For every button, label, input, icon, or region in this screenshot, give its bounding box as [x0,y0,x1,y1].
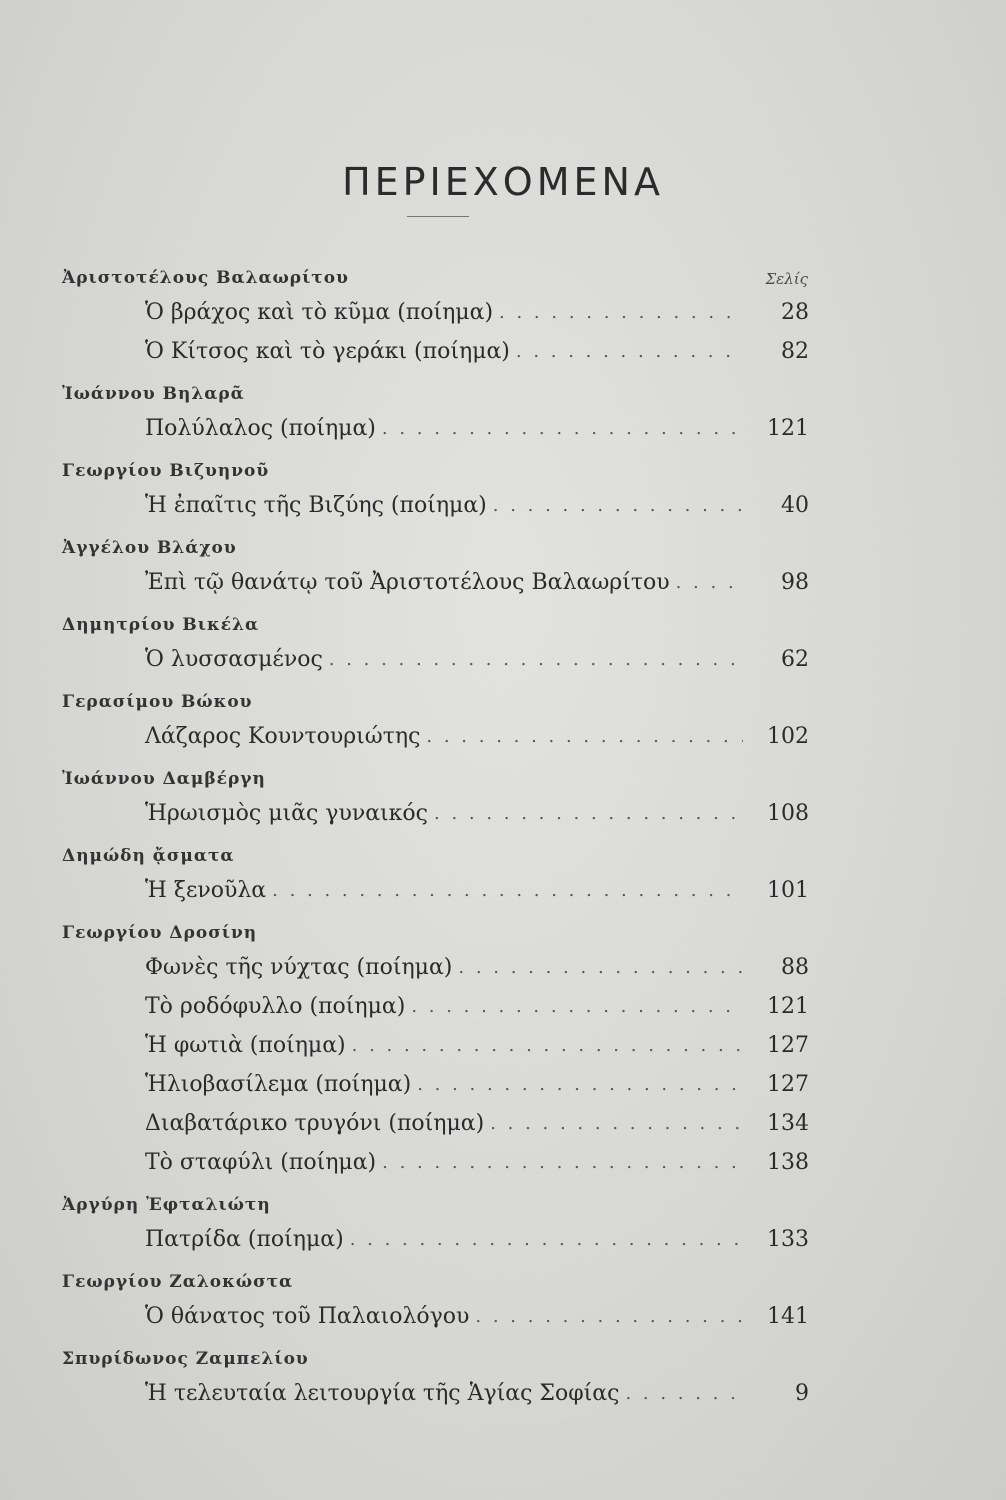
toc-entry-title: Διαβατάρικο τρυγόνι (ποίημα) [145,1111,485,1136]
toc-author: Ἀργύρη Ἐφταλιώτη [62,1195,271,1215]
toc-author: Γεωργίου Ζαλοκώστα [62,1272,294,1292]
toc-entry-title: Ὁ Κίτσος καὶ τὸ γεράκι (ποίημα) [145,339,510,364]
toc-entry-title: Πολύλαλος (ποίημα) [145,416,376,441]
toc-entry-title: Λάζαρος Κουντουριώτης [145,724,421,749]
dot-leader [475,1306,743,1327]
toc-entry-page: 101 [767,878,809,903]
dot-leader [272,880,743,901]
toc-entry-page: 121 [767,416,809,441]
toc-entry [145,987,809,1026]
toc-entry-page: 98 [781,570,809,595]
toc-entry-page: 133 [767,1227,809,1252]
toc-entry [145,1026,809,1065]
toc-entry-page: 62 [781,647,809,672]
toc-author: Ἰωάννου Βηλαρᾶ [62,384,245,404]
toc-author: Γεωργίου Βιζυηνοῦ [62,461,270,481]
toc-entry-title: Ἡρωισμὸς μιᾶς γυναικός [145,801,428,826]
toc-author: Ἰωάννου Δαμβέργη [62,769,266,789]
dot-leader [382,418,743,439]
toc-entry-title: Ὁ θάνατος τοῦ Παλαιολόγου [145,1304,470,1329]
toc-entry-title: Ἐπὶ τῷ θανάτῳ τοῦ Ἀριστοτέλους Βαλαωρίτου [145,570,670,595]
dot-leader [516,341,743,362]
toc-entry-page: 88 [781,955,809,980]
table-of-contents [0,255,1006,1413]
dot-leader [350,1229,743,1250]
toc-entry-page: 82 [781,339,809,364]
toc-author: Ἀγγέλου Βλάχου [62,538,237,558]
toc-author: Γερασίμου Βώκου [62,692,253,712]
toc-entry-title: Ὁ βράχος καὶ τὸ κῦμα (ποίημα) [145,300,494,325]
toc-entry [145,640,809,679]
toc-entry [145,717,809,756]
dot-leader [434,803,743,824]
toc-entry-page: 9 [795,1381,809,1406]
toc-entry-title: Πατρίδα (ποίημα) [145,1227,344,1252]
toc-entry-page: 102 [767,724,809,749]
dot-leader [417,1074,743,1095]
toc-entry [145,1297,809,1336]
toc-entry-title: Ἡ φωτιὰ (ποίημα) [145,1033,346,1058]
toc-entry-title: Ἡλιοβασίλεμα (ποίημα) [145,1072,412,1097]
toc-entry [145,871,809,910]
toc-entry [145,794,809,833]
toc-entry-page: 127 [767,1072,809,1097]
toc-entry [145,1220,809,1259]
dot-leader [493,495,743,516]
toc-entry-page: 141 [767,1304,809,1329]
toc-entry-page: 28 [781,300,809,325]
toc-author: Σπυρίδωνος Ζαμπελίου [62,1349,309,1369]
dot-leader [352,1035,743,1056]
toc-entry-page: 138 [767,1150,809,1175]
toc-entry-page: 134 [767,1111,809,1136]
pages-column-label: Σελίς [765,270,808,288]
dot-leader [499,302,743,323]
toc-entry-title: Ἡ τελευταία λειτουργία τῆς Ἁγίας Σοφίας [145,1381,620,1406]
toc-entry-title: Φωνὲς τῆς νύχτας (ποίημα) [145,955,453,980]
dot-leader [625,1383,743,1404]
toc-entry [145,293,809,332]
toc-entry [145,486,809,525]
toc-entry-page: 127 [767,1033,809,1058]
toc-entry-title: Ἡ ἐπαῖτις τῆς Βιζύης (ποίημα) [145,493,487,518]
toc-entry-title: Ἡ ξενοῦλα [145,878,267,903]
dot-leader [676,572,743,593]
toc-entry-page: 108 [767,801,809,826]
toc-entry-title: Τὸ ροδόφυλλο (ποίημα) [145,994,406,1019]
toc-author: Γεωργίου Δροσίνη [62,923,258,943]
dot-leader [490,1113,743,1134]
title-rule [407,216,469,217]
page-title: ΠΕΡΙΕΧΟΜΕΝΑ [342,160,664,204]
toc-entry [145,1065,809,1104]
toc-entry [145,332,809,371]
toc-entry [145,948,809,987]
dot-leader [458,957,743,978]
toc-author: Δημώδη ᾄσματα [62,846,235,866]
dot-leader [329,649,743,670]
toc-entry [145,1374,809,1413]
toc-entry [145,1143,809,1182]
toc-entry [145,563,809,602]
toc-author: Ἀριστοτέλους Βαλαωρίτου [62,268,349,288]
toc-entry-title: Ὁ λυσσασμένος [145,647,323,672]
toc-entry-page: 40 [781,493,809,518]
dot-leader [411,996,743,1017]
toc-entry-page: 121 [767,994,809,1019]
toc-author: Δημητρίου Βικέλα [62,615,260,635]
toc-entry [145,409,809,448]
toc-entry-title: Τὸ σταφύλι (ποίημα) [145,1150,377,1175]
dot-leader [426,726,743,747]
toc-entry [145,1104,809,1143]
dot-leader [382,1152,743,1173]
